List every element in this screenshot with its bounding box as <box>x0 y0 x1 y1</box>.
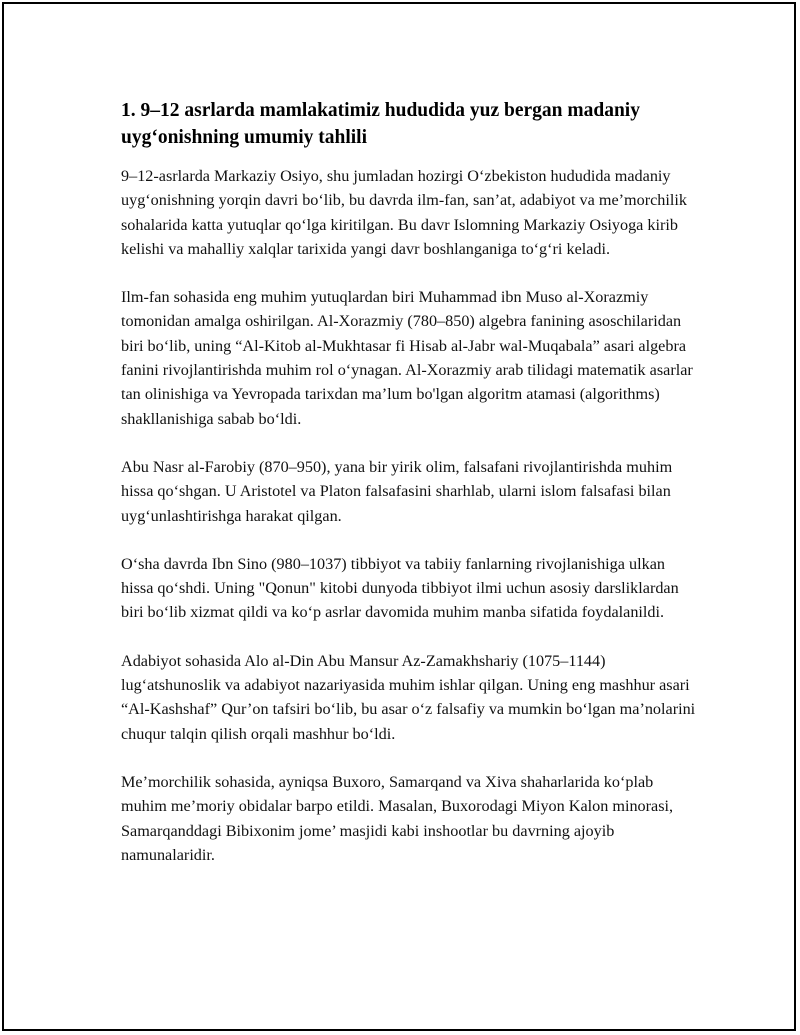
paragraph-zamakhshariy: Adabiyot sohasida Alo al-Din Abu Mansur Az-Zamakhshariy (1075–1144) lug‘atshunoslik va adabiyot nazariyasida muhim ishlar qilgan. Uning eng mashhur asari “Al-Kashshaf” Qur’on tafsiri bo‘lib, bu asar o‘z falsafiy va mumkin bo‘lgan ma’nolarini chuqur talqin qilish orqali mashhur bo‘ldi. <box>121 651 696 743</box>
page-frame <box>2 2 796 1031</box>
paragraph-farobiy: Abu Nasr al-Farobiy (870–950), yana bir yirik olim, falsafani rivojlantirishda muhim hissa qo‘shgan. U Aristotel va Platon falsafasini sharhlab, ularni islom falsafasi bilan uyg‘unlashtirishga harakat qilgan. <box>121 457 673 525</box>
section-heading: 1. 9–12 asrlarda mamlakatimiz hududida yuz bergan madaniy uyg‘onishning umumiy tahlili <box>121 100 640 148</box>
paragraph-xorazmiy: Ilm-fan sohasida eng muhim yutuqlardan biri Muhammad ibn Muso al-Xorazmiy tomonidan amalga oshirilgan. Al-Xorazmiy (780–850) algebra fanining asoschilaridan biri bo‘lib, uning “Al-Kitob al-Mukhtasar fi Hisab al-Jabr wal-Muqabala” asari algebra fanini rivojlantirishda muhim rol o‘ynagan. Al-Xorazmiy arab tilidagi matematik asarlar tan olinishiga va Yevropada tarixdan ma’lum bo'lgan algoritm atamasi (algorithms) shakllanishiga sabab bo‘ldi. <box>121 288 693 428</box>
document-body <box>121 97 696 891</box>
paragraph-intro: 9–12-asrlarda Markaziy Osiyo, shu jumladan hozirgi O‘zbekiston hududida madaniy uyg‘onishning yorqin davri bo‘lib, bu davrda ilm-fan, san’at, adabiyot va me’morchilik sohalarida katta yutuqlar qo‘lga kiritilgan. Bu davr Islomning Markaziy Osiyoga kirib kelishi va mahalliy xalqlar tarixida yangi davr boshlanganiga to‘g‘ri keladi. <box>121 167 687 258</box>
paragraph-architecture: Me’morchilik sohasida, ayniqsa Buxoro, Samarqand va Xiva shaharlarida ko‘plab muhim me’moriy obidalar barpo etildi. Masalan, Buxorodagi Miyon Kalon minorasi, Samarqanddagi Bibixonim jome’ masjidi kabi inshootlar bu davrning ajoyib namunalaridir. <box>121 772 674 864</box>
paragraph-ibn-sino: O‘sha davrda Ibn Sino (980–1037) tibbiyot va tabiiy fanlarning rivojlanishiga ulkan hissa qo‘shdi. Uning "Qonun" kitobi dunyoda tibbiyot ilmi uchun asosiy darsliklardan biri bo‘lib xizmat qildi va ko‘p asrlar davomida muhim manba sifatida foydalanildi. <box>121 554 679 622</box>
